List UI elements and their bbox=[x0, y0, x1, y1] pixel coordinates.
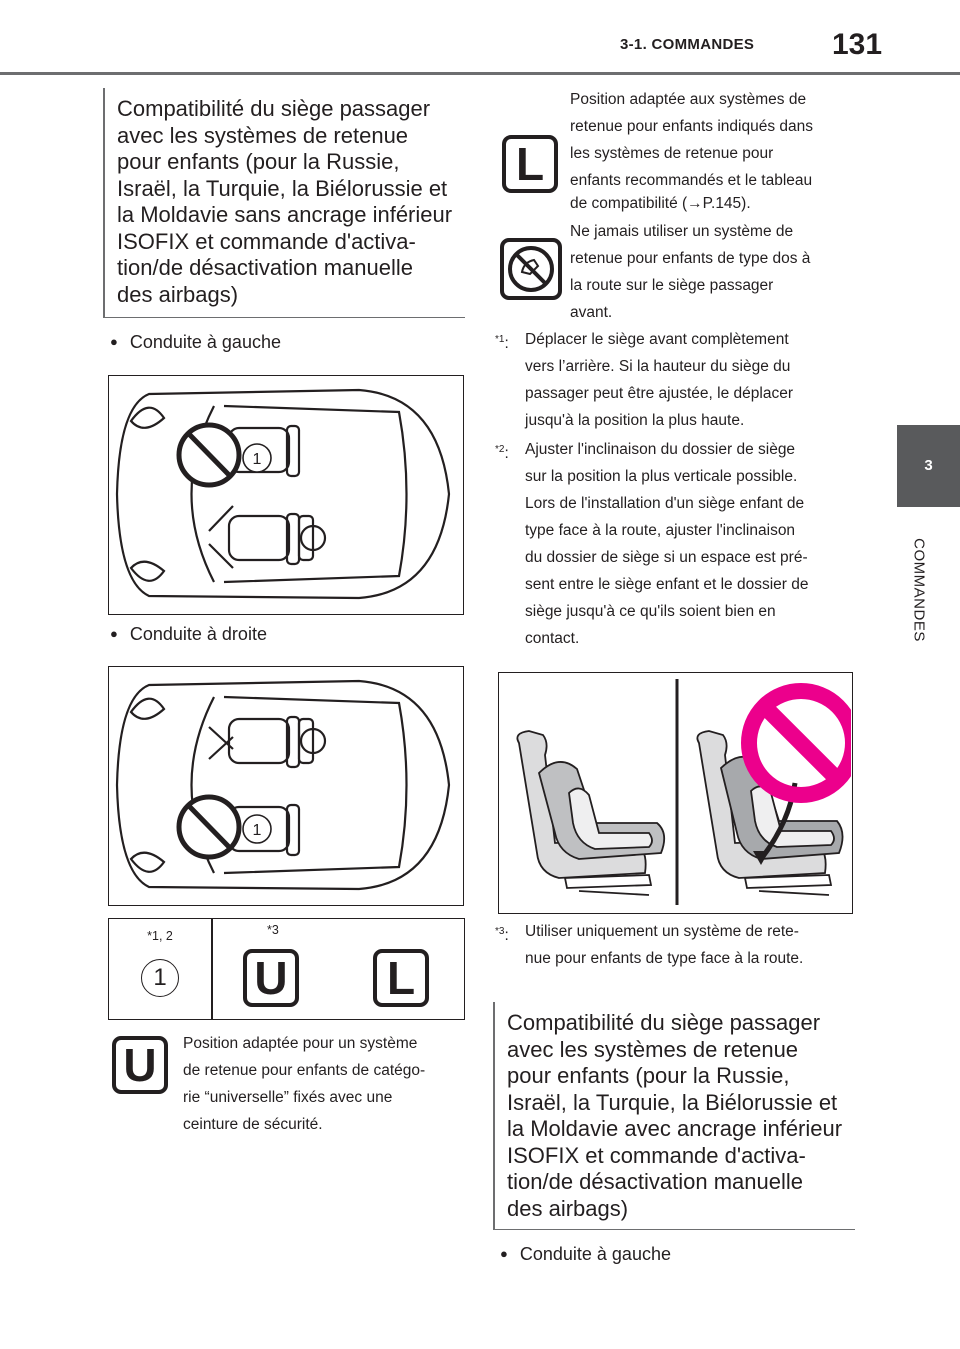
section-title-line: des airbags) bbox=[117, 281, 239, 307]
no-rear-facing-seat-icon bbox=[500, 238, 562, 300]
note-2: $^{*2}$: Ajuster l'inclinaison du dossier de siège sur la position la plus verticale possible. Lors de l'installation d'un siège enfant de type face à la route, ajuster l'inclinaison du dossier de siège si un espace est pré- sent entre le siège enfant et le dossier de siège jusqu'à ce qu'ils soient bien en contact. bbox=[495, 441, 809, 647]
section-title-box-left bbox=[103, 88, 465, 318]
section-title-line: pour enfants (pour la Russie, bbox=[507, 1063, 790, 1088]
section-title-line: pour enfants (pour la Russie, bbox=[117, 149, 400, 174]
car-diagram-rhd bbox=[108, 666, 464, 906]
section-title-line: ISOFIX et commande d'activa- bbox=[117, 228, 416, 254]
u-legend-symbol: U bbox=[112, 1036, 168, 1094]
section-title-line: Israël, la Turquie, la Biélorussie et bbox=[507, 1089, 838, 1115]
u-symbol-badge: U bbox=[243, 949, 299, 1007]
car-top-view-lhd bbox=[109, 376, 462, 613]
seat-marker-rhd: 1 bbox=[252, 822, 262, 839]
section-title-line: la Moldavie avec ancrage inférieur bbox=[507, 1116, 843, 1141]
bullet-left-hand-drive-isofix: ● Conduite à gauche bbox=[500, 1244, 671, 1265]
car-top-view-rhd bbox=[109, 667, 462, 904]
table-header-note-3: *3 bbox=[267, 923, 279, 937]
section-title-line: avec les systèmes de retenue bbox=[507, 1036, 799, 1062]
section-title-line: Compatibilité du siège passager bbox=[117, 96, 431, 121]
child-seat-gap-figure bbox=[498, 672, 853, 914]
section-title-line: ISOFIX et commande d'activa- bbox=[507, 1142, 806, 1168]
chapter-label: COMMANDES bbox=[910, 538, 928, 642]
u-legend-description: Position adaptée pour un système de retenue pour enfants de catégo- rie “universelle” fixés avec une ceinture de sécurité. bbox=[183, 1035, 426, 1133]
note-3: $^{*3}$: Utiliser uniquement un système de rete- nue pour enfants de type face à la route. bbox=[495, 923, 804, 967]
page-number: 131 bbox=[832, 28, 883, 61]
compatibility-table bbox=[108, 918, 465, 1020]
note-1: $^{*1}$: Déplacer le siège avant complètement vers l’arrière. Si la hauteur du siège du passager peut être ajustée, le déplacer jusqu'à la position la plus haute. bbox=[495, 331, 793, 429]
section-title-line: Israël, la Turquie, la Biélorussie et bbox=[117, 175, 448, 201]
l-legend-symbol: L bbox=[502, 135, 558, 193]
table-header-notes-1-2: *1, 2 bbox=[147, 929, 173, 943]
section-title-line: Compatibilité du siège passager bbox=[507, 1010, 821, 1035]
car-diagram-lhd bbox=[108, 375, 464, 615]
bullet-right-hand-drive: ● Conduite à droite bbox=[110, 624, 267, 645]
section-title-line: tion/de désactivation manuelle bbox=[117, 255, 413, 280]
bullet-left-hand-drive: ● Conduite à gauche bbox=[110, 332, 281, 353]
l-symbol-badge: L bbox=[373, 949, 429, 1007]
section-title-line: tion/de désactivation manuelle bbox=[507, 1169, 803, 1194]
header-rule bbox=[0, 72, 960, 75]
section-title-box-right bbox=[493, 1002, 855, 1230]
l-legend-description: Position adaptée aux systèmes de retenue pour enfants indiqués dans les systèmes de retenue pour enfants recommandés et le tableau de compatibilité (→P.145). bbox=[570, 91, 814, 212]
section-title-line: avec les systèmes de retenue bbox=[117, 122, 409, 148]
header-section-title: 3-1. COMMANDES bbox=[620, 36, 755, 53]
table-seat-marker: 1 bbox=[141, 959, 179, 997]
child-seat-illustration bbox=[499, 673, 851, 912]
forbidden-legend-description: Ne jamais utiliser un système de retenue pour enfants de type dos à la route sur le siège passager avant. bbox=[570, 223, 811, 321]
section-title-line: des airbags) bbox=[507, 1195, 629, 1221]
chapter-tab[interactable]: 3 bbox=[897, 425, 960, 507]
section-title-line: la Moldavie sans ancrage inférieur bbox=[117, 202, 453, 227]
seat-marker-lhd: 1 bbox=[252, 451, 262, 468]
